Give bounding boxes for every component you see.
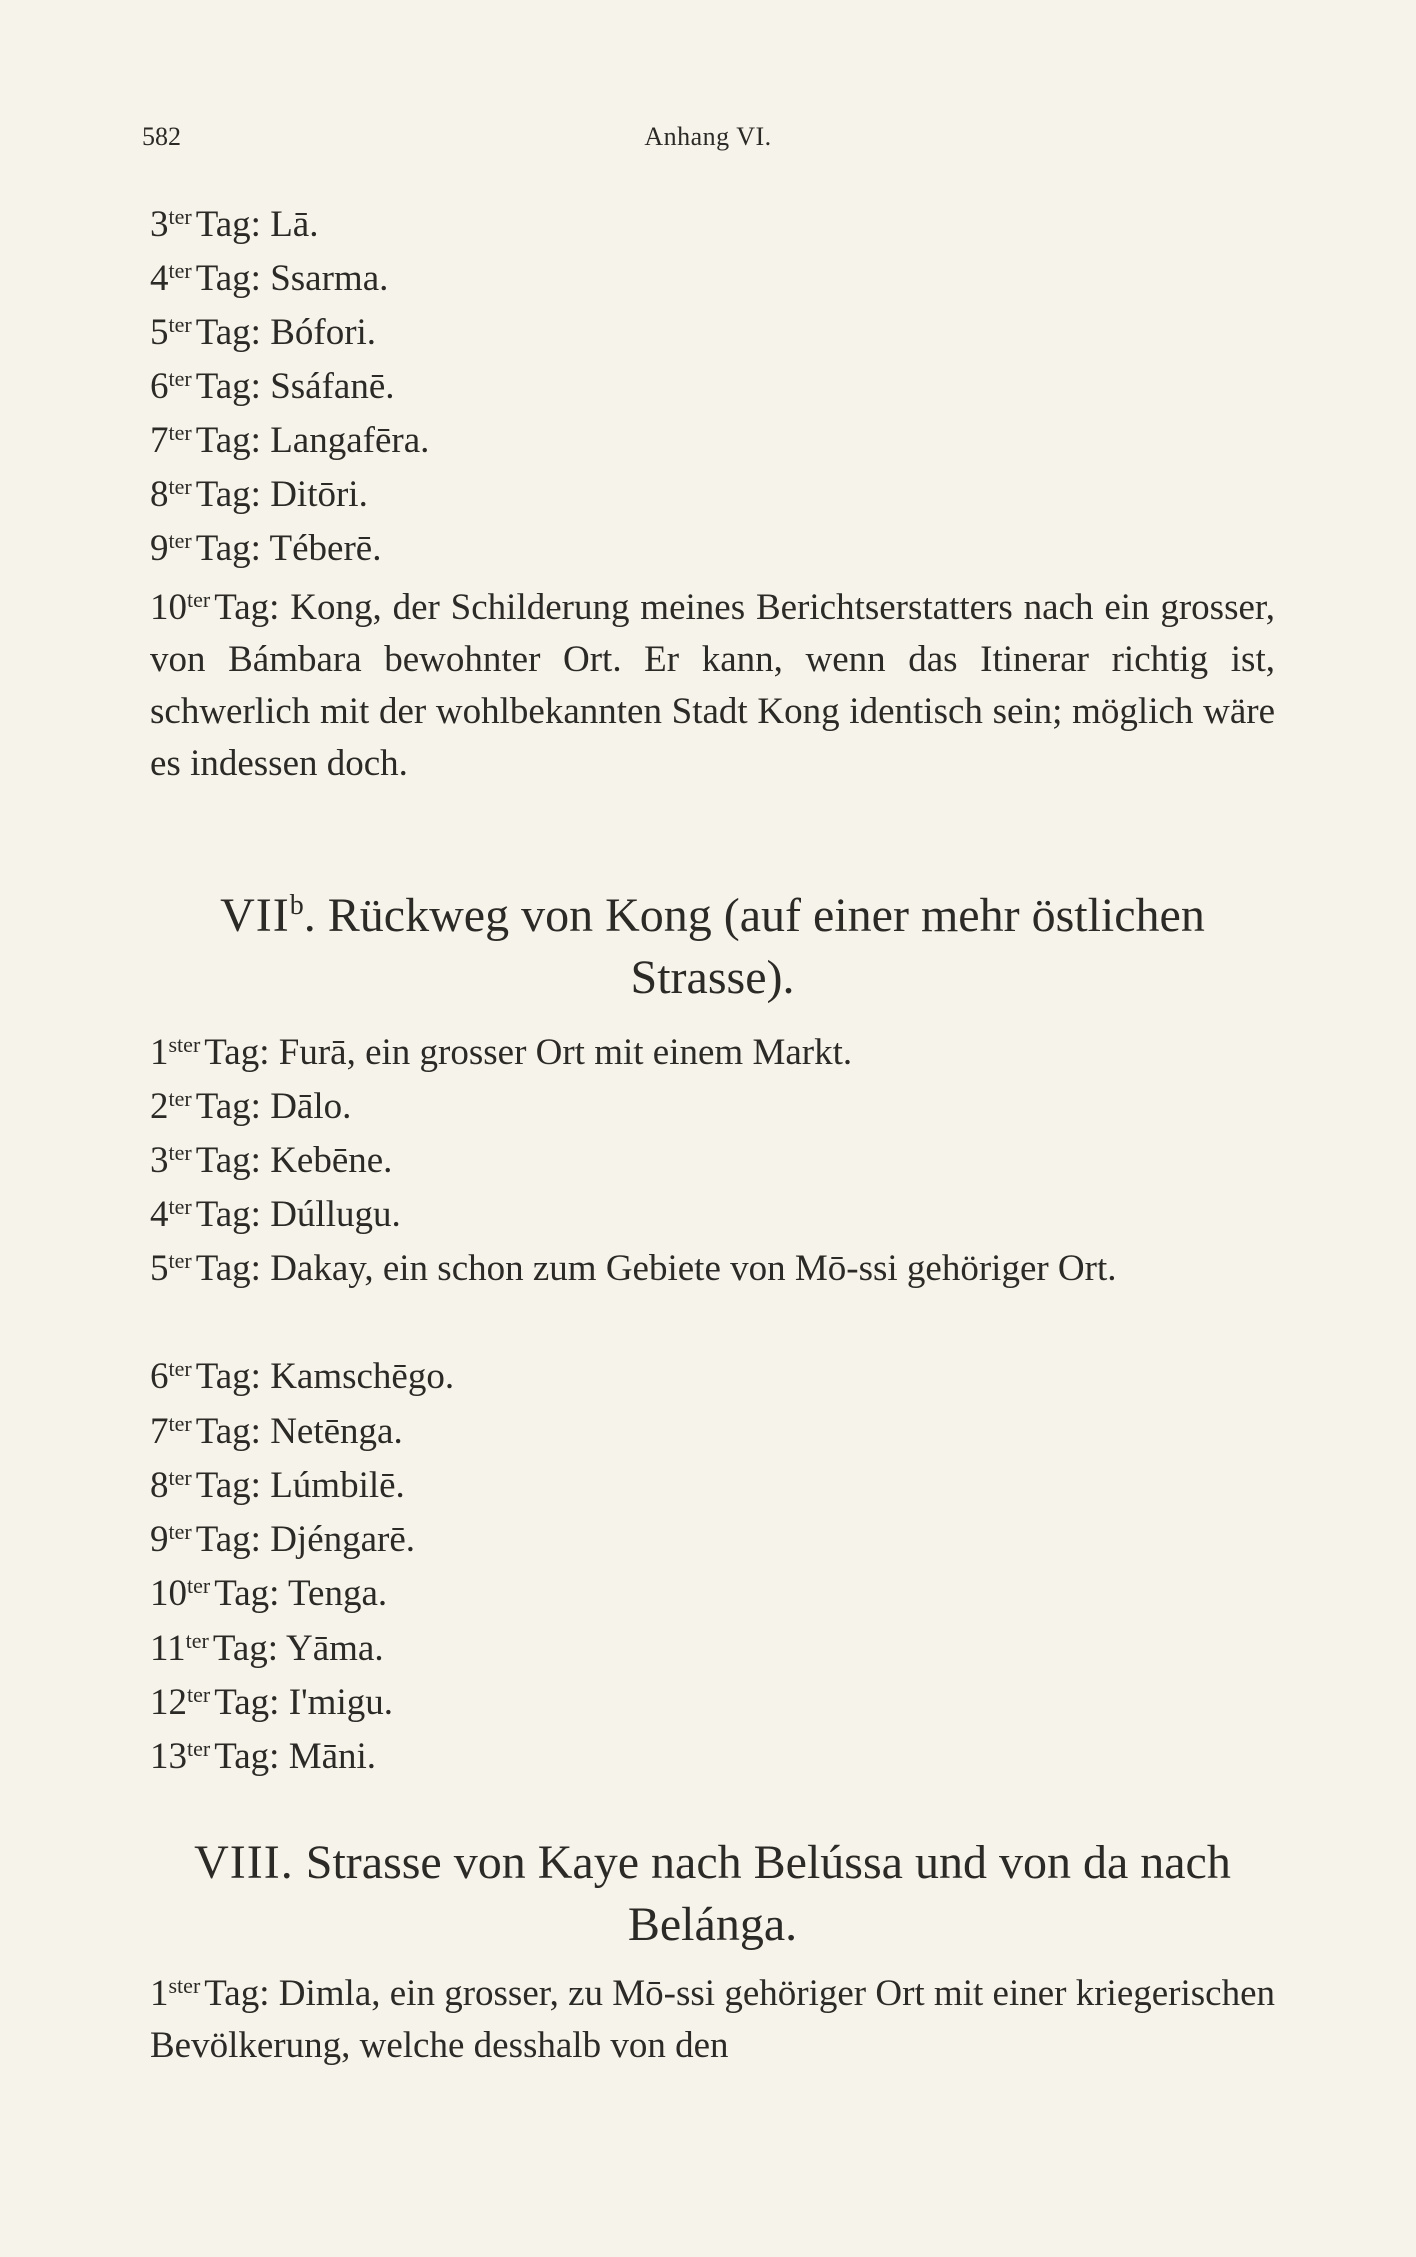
day-ordinal: 2: [150, 1086, 169, 1127]
place-name: Djéngarē.: [270, 1519, 416, 1560]
day-label: Tag:: [195, 474, 261, 515]
itinerary-line: [150, 1678, 393, 1728]
day-label: Tag:: [195, 528, 261, 569]
paragraph-text: Dakay, ein schon zum Gebiete von Mō-ssi gehöriger Ort.: [270, 1248, 1117, 1289]
day-ordinal: 6: [150, 1356, 169, 1397]
day-label: Tag:: [195, 1140, 261, 1181]
ordinal-suffix: ter: [187, 586, 211, 612]
itinerary-line: [150, 1082, 351, 1132]
ordinal-suffix: ter: [168, 1193, 192, 1219]
itinerary-line: [150, 362, 395, 412]
page-number: 582: [142, 122, 181, 151]
ordinal-suffix: ter: [168, 1464, 192, 1490]
paragraph-text: Kong, der Schilderung meines Berichtserstatters nach ein grosser, von Bámbara bewohnter Ort. Er kann, wenn das Itinerar richtig ist, schwerlich mit der wohlbekannten Stadt Kong identisch sein; möglich wäre es indessen doch.: [150, 587, 1275, 784]
day-ordinal: 4: [150, 1194, 169, 1235]
day-ordinal: 12: [150, 1682, 187, 1723]
ordinal-suffix: ter: [168, 365, 192, 391]
day-label: Tag:: [204, 1032, 270, 1073]
ordinal-suffix: ster: [168, 1972, 201, 1998]
day-label: Tag:: [195, 258, 261, 299]
kong-paragraph: [150, 582, 1275, 790]
day-ordinal: 10: [150, 587, 187, 628]
itinerary-line: [150, 416, 429, 466]
day-label: Tag:: [212, 1628, 279, 1669]
itinerary-line: [150, 1407, 403, 1457]
day-label: Tag:: [195, 1411, 261, 1452]
day-label: Tag:: [214, 1736, 280, 1777]
itinerary-line: [150, 1461, 405, 1511]
page-header: [142, 122, 1274, 162]
itinerary-line: [150, 1190, 401, 1240]
place-name: Ditōri.: [270, 474, 368, 515]
ordinal-suffix: ter: [168, 1247, 192, 1273]
ordinal-suffix: ter: [168, 1355, 192, 1381]
day-ordinal: 8: [150, 1465, 169, 1506]
section-heading-viii: [150, 1832, 1275, 1956]
day-ordinal: 1: [150, 1973, 169, 2014]
day-label: Tag:: [214, 1573, 280, 1614]
day-label: Tag:: [195, 1194, 261, 1235]
day-ordinal: 1: [150, 1032, 169, 1073]
section-heading-viib: [150, 885, 1275, 1009]
place-name: Dālo.: [270, 1086, 352, 1127]
day-ordinal: 7: [150, 1411, 169, 1452]
day-label: Tag:: [195, 1086, 261, 1127]
day-label: Tag:: [195, 1465, 261, 1506]
ordinal-suffix: ter: [185, 1627, 209, 1653]
running-head: Anhang VI.: [644, 122, 772, 151]
itinerary-line: [150, 470, 368, 520]
itinerary-line: [150, 308, 376, 358]
day-ordinal: 9: [150, 528, 169, 569]
day-ordinal: 9: [150, 1519, 169, 1560]
ordinal-suffix: ter: [168, 1410, 192, 1436]
place-name: Māni.: [288, 1736, 377, 1777]
section-title: . Rückweg von Kong (auf einer mehr östlichen Strasse).: [303, 889, 1205, 1004]
ordinal-suffix: ter: [187, 1681, 211, 1707]
place-name: Kebēne.: [270, 1140, 393, 1181]
day-label: Tag:: [214, 587, 280, 628]
day-ordinal: 10: [150, 1573, 187, 1614]
itinerary-line: [150, 1732, 376, 1782]
place-name: Ssáfanē.: [270, 366, 395, 407]
day-ordinal: 5: [150, 1248, 169, 1289]
ordinal-suffix: ter: [187, 1735, 211, 1761]
section-number: VIII.: [194, 1836, 294, 1889]
day-ordinal: 3: [150, 1140, 169, 1181]
place-name: Dúllugu.: [270, 1194, 401, 1235]
place-name: Téberē.: [269, 528, 382, 569]
ordinal-suffix: ster: [168, 1031, 201, 1057]
itinerary-line: [150, 200, 318, 250]
ordinal-suffix: ter: [168, 203, 192, 229]
place-name: Langafēra.: [270, 420, 430, 461]
itinerary-line: [150, 524, 381, 574]
day-label: Tag:: [195, 366, 261, 407]
dakay-paragraph: [150, 1243, 1275, 1295]
day-ordinal: 13: [150, 1736, 187, 1777]
day-ordinal: 7: [150, 420, 169, 461]
day-label: Tag:: [195, 312, 261, 353]
day-ordinal: 11: [150, 1628, 186, 1669]
ordinal-suffix: ter: [168, 311, 192, 337]
ordinal-suffix: ter: [168, 1139, 192, 1165]
place-name: I'migu.: [288, 1682, 393, 1723]
day-ordinal: 3: [150, 204, 169, 245]
place-name: Netēnga.: [270, 1411, 403, 1452]
section-number: VII: [220, 889, 290, 942]
itinerary-line: [150, 1515, 415, 1565]
ordinal-suffix: ter: [168, 1518, 192, 1544]
itinerary-line: [150, 254, 388, 304]
day-label: Tag:: [195, 1248, 261, 1289]
itinerary-line: [150, 1352, 454, 1402]
ordinal-suffix: ter: [168, 257, 192, 283]
itinerary-line: [150, 1136, 392, 1186]
place-name: Kamschēgo.: [270, 1356, 455, 1397]
place-name: Ssarma.: [270, 258, 389, 299]
day-label: Tag:: [214, 1682, 280, 1723]
place-name: Bófori.: [270, 312, 377, 353]
itinerary-line: [150, 1028, 852, 1078]
day-ordinal: 8: [150, 474, 169, 515]
section-suffix: b: [289, 890, 304, 922]
ordinal-suffix: ter: [187, 1572, 211, 1598]
place-name: Furā, ein grosser Ort mit einem Markt.: [278, 1032, 853, 1073]
ordinal-suffix: ter: [168, 473, 192, 499]
day-ordinal: 5: [150, 312, 169, 353]
day-label: Tag:: [195, 1356, 261, 1397]
ordinal-suffix: ter: [168, 1085, 192, 1111]
ordinal-suffix: ter: [168, 419, 192, 445]
day-label: Tag:: [195, 204, 261, 245]
day-label: Tag:: [204, 1973, 270, 2014]
day-label: Tag:: [195, 1519, 261, 1560]
day-ordinal: 6: [150, 366, 169, 407]
itinerary-line: [150, 1624, 384, 1674]
day-label: Tag:: [195, 420, 261, 461]
place-name: Tenga.: [288, 1573, 388, 1614]
ordinal-suffix: ter: [168, 527, 192, 553]
place-name: Lúmbilē.: [270, 1465, 405, 1506]
place-name: Yāma.: [285, 1628, 384, 1669]
dimla-paragraph: [150, 1968, 1275, 2072]
paragraph-text: Dimla, ein grosser, zu Mō-ssi gehöriger Ort mit einer kriegerischen Bevölkerung, welche desshalb von den: [150, 1973, 1276, 2066]
day-ordinal: 4: [150, 258, 169, 299]
place-name: Lā.: [270, 204, 319, 245]
section-title: Strasse von Kaye nach Belússa und von da nach Belánga.: [305, 1836, 1231, 1951]
itinerary-line: [150, 1569, 387, 1619]
